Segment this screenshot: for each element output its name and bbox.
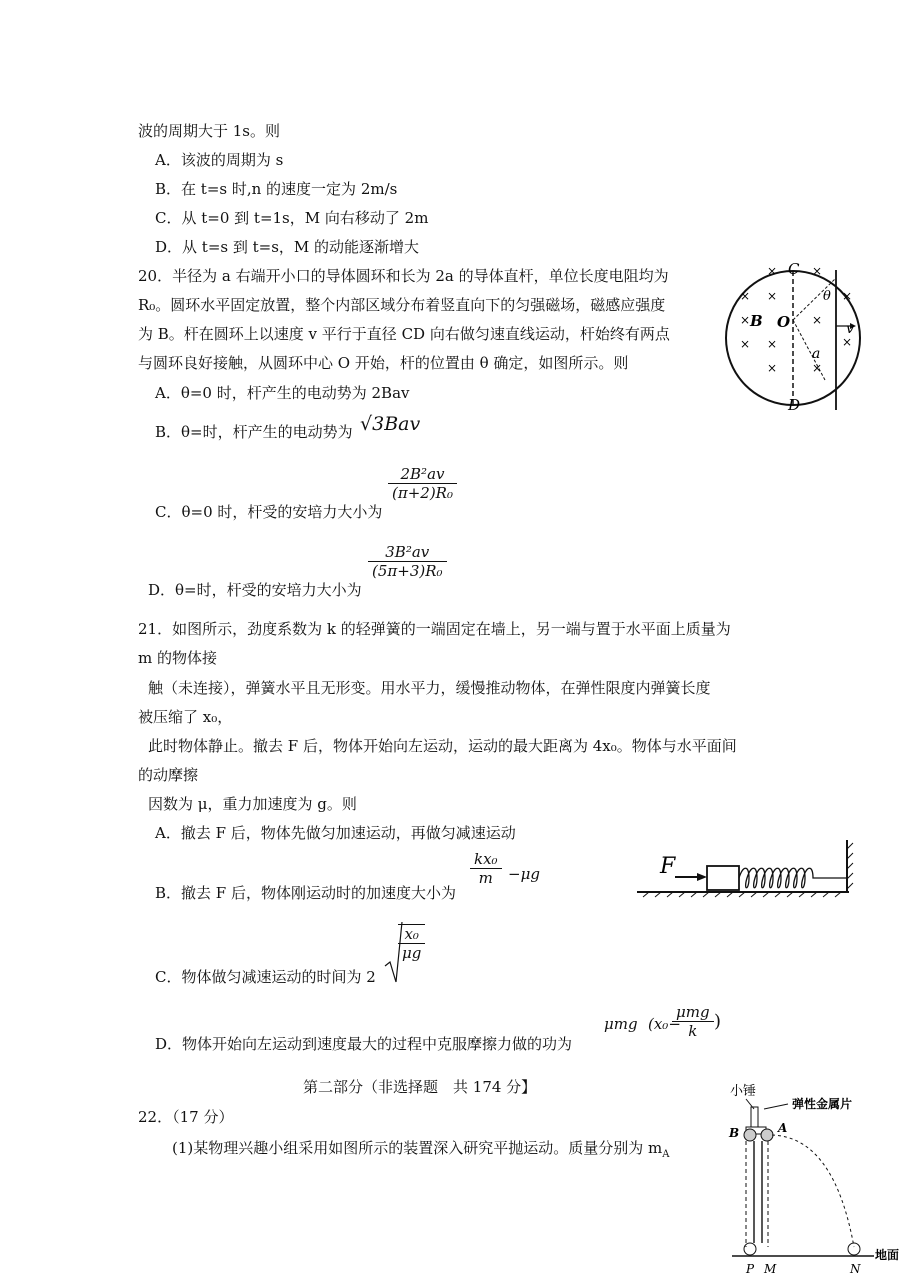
q21-option-b-tail: −μg — [508, 865, 540, 883]
label-ball-b: B — [729, 1126, 740, 1140]
part2-heading: 第二部分（非选择题 共 174 分】 — [303, 1078, 537, 1096]
q20-option-b: B．θ=时，杆产生的电动势为 — [155, 423, 353, 441]
q21-option-d-pre: μmg — [604, 1015, 638, 1033]
label-a: a — [812, 346, 821, 362]
q20-c-denominator: (π+2)R₀ — [392, 484, 453, 502]
q21-option-b-fraction — [470, 850, 502, 887]
q20-stem-line1: 20．半径为 a 右端开小口的导体圆环和长为 2a 的导体直杆，单位长度电阻均为 — [138, 267, 669, 285]
label-hammer: 小锤 — [730, 1084, 757, 1099]
label-b: B — [750, 312, 763, 330]
field-cross: × — [740, 313, 751, 327]
q21-option-c: C．物体做匀减速运动的时间为 2 — [155, 968, 376, 986]
field-cross: × — [767, 264, 778, 278]
label-o: O — [777, 313, 791, 331]
q21-stem-line6: 的动摩擦 — [138, 766, 199, 784]
q20-option-c: C．θ=0 时，杆受的安培力大小为 — [155, 503, 383, 521]
q20-option-d-fraction — [368, 543, 447, 580]
label-force: F — [660, 854, 676, 879]
field-cross: × — [767, 337, 778, 351]
q21-stem-line3: 触（未连接），弹簧水平且无形变。用水平力，缓慢推动物体，在弹性限度内弹簧长度 — [148, 679, 711, 697]
field-cross: × — [740, 337, 751, 351]
label-point-m: M — [764, 1262, 777, 1276]
q21-stem-line2: m 的物体接 — [138, 649, 217, 667]
q21-b-numerator: kx₀ — [474, 850, 498, 868]
q21-c-denominator: μg — [402, 944, 422, 962]
q19-option-b: B．在 t=s 时,n 的速度一定为 2m/s — [155, 180, 398, 198]
label-ground: 地面 — [875, 1248, 900, 1262]
q20-c-numerator: 2B²av — [400, 465, 445, 483]
field-cross: × — [842, 289, 853, 303]
q21-d-denominator: k — [688, 1022, 698, 1040]
q20-option-d: D．θ=时，杆受的安培力大小为 — [148, 581, 362, 599]
field-cross: × — [767, 289, 778, 303]
field-cross: × — [812, 264, 823, 278]
q21-spring-figure — [635, 835, 860, 901]
label-point-p: P — [746, 1262, 755, 1276]
field-cross: × — [812, 313, 823, 327]
q21-option-d-close: ) — [714, 1011, 722, 1032]
field-cross: × — [740, 289, 751, 303]
field-cross: × — [842, 335, 853, 349]
q20-option-b-math: √3Bav — [360, 413, 421, 435]
q21-stem-line5: 此时物体静止。撤去 F 后，物体开始向左运动，运动的最大距离为 4x₀。物体与水平面间 — [148, 737, 737, 755]
label-d: D — [788, 396, 801, 414]
q20-stem-line2: R₀。圆环水平固定放置，整个内部区域分布着竖直向下的匀强磁场，磁感应强度 — [138, 296, 666, 314]
field-cross: × — [812, 361, 823, 375]
q21-stem-line1: 21．如图所示，劲度系数为 k 的轻弹簧的一端固定在墙上，另一端与置于水平面上质量为 — [138, 620, 731, 638]
q21-option-a: A．撤去 F 后，物体先做匀加速运动，再做匀减速运动 — [155, 824, 516, 842]
q20-stem-line3: 为 B。杆在圆环上以速度 v 平行于直径 CD 向右做匀速直线运动，杆始终有两点 — [138, 325, 670, 343]
label-c: C — [788, 260, 800, 278]
q21-option-d-x: (x₀− — [648, 1015, 681, 1033]
q21-option-d-fraction — [672, 1003, 714, 1040]
q21-d-numerator: μmg — [676, 1003, 710, 1021]
q19-option-d: D．从 t=s 到 t=s，M 的动能逐渐增大 — [155, 238, 420, 256]
label-point-n: N — [850, 1262, 861, 1276]
q20-d-denominator: (5π+3)R₀ — [372, 562, 443, 580]
label-ball-a: A — [778, 1121, 788, 1135]
q21-option-d: D．物体开始向左运动到速度最大的过程中克服摩擦力做的功为 — [155, 1035, 573, 1053]
q20-stem-line4: 与圆环良好接触，从圆环中心 O 开始，杆的位置由 θ 确定，如图所示。则 — [138, 354, 629, 372]
q21-stem-line7: 因数为 μ，重力加速度为 g。则 — [148, 795, 357, 813]
q22-line1: 22．（17 分） — [138, 1108, 234, 1126]
q20-circle-figure — [722, 260, 862, 415]
q22-projectile-figure — [724, 1077, 906, 1282]
label-spring-plate: 弹性金属片 — [792, 1097, 853, 1111]
q21-c-numerator: x₀ — [404, 925, 419, 943]
q21-b-denominator: m — [478, 869, 493, 887]
q21-option-b: B．撤去 F 后，物体刚运动时的加速度大小为 — [155, 884, 456, 902]
field-cross: × — [767, 361, 778, 375]
q22-line2-text: (1)某物理兴趣小组采用如图所示的装置深入研究平抛运动。质量分别为 m — [172, 1139, 663, 1157]
q20-d-numerator: 3B²av — [385, 543, 430, 561]
q19-option-c: C．从 t=0 到 t=1s，M 向右移动了 2m — [155, 209, 429, 227]
q20-option-c-fraction — [388, 465, 457, 502]
q21-option-c-fraction — [398, 924, 425, 962]
q22-line2 — [172, 1138, 669, 1165]
q20-option-a: A．θ=0 时，杆产生的电动势为 2Bav — [155, 384, 410, 402]
q19-line0: 波的周期大于 1s。则 — [138, 122, 281, 140]
q19-option-a: A．该波的周期为 s — [155, 151, 284, 169]
q22-line2-sub: A — [662, 1149, 670, 1160]
q21-stem-line4: 被压缩了 x₀， — [138, 708, 233, 726]
label-v: v — [846, 321, 854, 337]
label-theta: θ — [823, 289, 831, 304]
